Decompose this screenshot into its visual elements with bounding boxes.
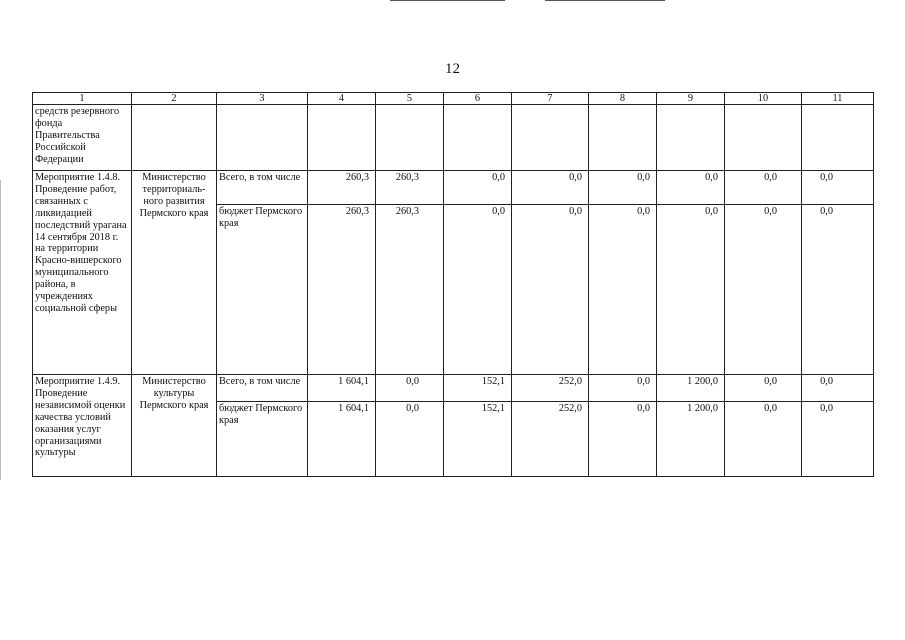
value-cell: 1 200,0	[657, 402, 725, 477]
value-cell: 260,3	[308, 171, 376, 205]
column-header: 8	[589, 93, 657, 105]
top-edge-line	[545, 0, 665, 1]
value-cell: 260,3	[308, 205, 376, 375]
value-cell: 0,0	[802, 375, 874, 402]
page-left-edge	[0, 180, 1, 480]
column-header: 1	[33, 93, 132, 105]
table-header-row	[33, 93, 874, 105]
table-row	[33, 171, 874, 205]
value-cell: 0,0	[589, 375, 657, 402]
value-cell: 0,0	[589, 171, 657, 205]
value-cell: 260,3	[376, 205, 444, 375]
value-cell: 152,1	[444, 375, 512, 402]
value-cell: 0,0	[589, 402, 657, 477]
funding-source: бюджет Пермского края	[217, 402, 308, 477]
value-cell: 0,0	[444, 171, 512, 205]
value-cell: 0,0	[512, 205, 589, 375]
value-cell: 1 604,1	[308, 375, 376, 402]
funding-source: Всего, в том числе	[217, 375, 308, 402]
value-cell: 0,0	[376, 375, 444, 402]
value-cell: 152,1	[444, 402, 512, 477]
value-cell: 1 200,0	[657, 375, 725, 402]
value-cell: 0,0	[512, 171, 589, 205]
value-cell: 0,0	[725, 171, 802, 205]
column-header: 7	[512, 93, 589, 105]
page-number: 12	[445, 61, 460, 77]
column-header: 6	[444, 93, 512, 105]
value-cell: 252,0	[512, 402, 589, 477]
column-header: 4	[308, 93, 376, 105]
value-cell: 0,0	[444, 205, 512, 375]
column-header: 5	[376, 93, 444, 105]
value-cell: 0,0	[725, 375, 802, 402]
continuation-cell: средств резервного фонда Правительства Российской Федерации	[33, 105, 132, 171]
value-cell: 260,3	[376, 171, 444, 205]
value-cell: 0,0	[802, 205, 874, 375]
executor: Министерство территориаль-ного развития Пермского края	[132, 171, 217, 375]
activity-name: Мероприятие 1.4.8. Проведение работ, связанных с ликвидацией последствий урагана 14 сентября 2018 г. на территории Красно-вишерского муниципального района, в учреждениях социальной сферы	[33, 171, 132, 375]
value-cell: 0,0	[802, 402, 874, 477]
column-header: 10	[725, 93, 802, 105]
budget-table	[32, 92, 874, 477]
table-row	[33, 105, 874, 171]
activity-name: Мероприятие 1.4.9. Проведение независимой оценки качества условий оказания услуг организациями культуры	[33, 375, 132, 477]
value-cell: 0,0	[725, 205, 802, 375]
value-cell: 0,0	[657, 205, 725, 375]
column-header: 9	[657, 93, 725, 105]
column-header: 2	[132, 93, 217, 105]
value-cell: 0,0	[589, 205, 657, 375]
value-cell: 0,0	[376, 402, 444, 477]
column-header: 3	[217, 93, 308, 105]
value-cell: 0,0	[725, 402, 802, 477]
value-cell: 252,0	[512, 375, 589, 402]
funding-source: Всего, в том числе	[217, 171, 308, 205]
table-row	[33, 375, 874, 402]
value-cell: 1 604,1	[308, 402, 376, 477]
value-cell: 0,0	[802, 171, 874, 205]
executor: Министерство культуры Пермского края	[132, 375, 217, 477]
funding-source: бюджет Пермского края	[217, 205, 308, 375]
column-header: 11	[802, 93, 874, 105]
top-edge-line	[390, 0, 505, 1]
value-cell: 0,0	[657, 171, 725, 205]
